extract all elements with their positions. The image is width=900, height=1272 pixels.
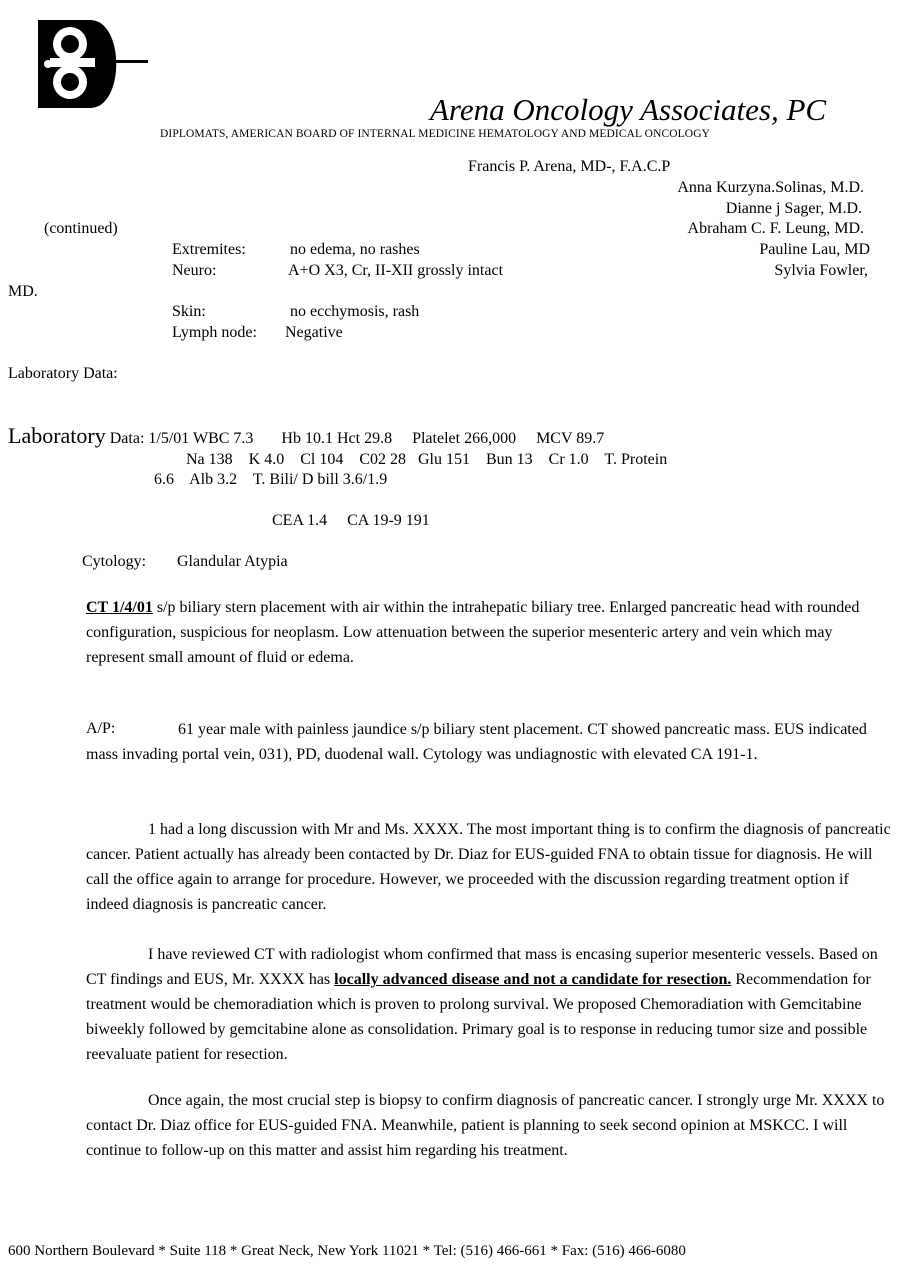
ap-text: 61 year male with painless jaundice s/p biliary stent placement. CT showed pancreatic mass. EUS indicated mass invading portal vein, 031), PD, duodenal wall. Cytology was undiagnostic with elevated CA 191-1. — [86, 721, 867, 763]
ap-label: A/P: — [86, 720, 116, 737]
physician-name: Pauline Lau, MD — [759, 241, 870, 258]
lab-lead-word: Laboratory — [8, 423, 106, 448]
p2-text-a: I have reviewed CT with radiologist whom confirmed that mass is encasing superior mesenteric vessels. Based on CT findings and EUS, Mr. XXXX has — [86, 946, 878, 988]
ct-label: CT 1/4/01 — [86, 599, 153, 616]
continued-label: (continued) — [44, 220, 118, 237]
exam-label: Lymph node: — [172, 324, 257, 341]
lab-line-4: CEA 1.4 CA 19-9 191 — [272, 512, 430, 529]
lab-values: Data: 1/5/01 WBC 7.3 Hb 10.1 Hct 29.8 Platelet 266,000 MCV 89.7 — [109, 430, 605, 447]
exam-label: Skin: — [172, 303, 206, 320]
discussion-paragraph-1: 1 had a long discussion with Mr and Ms. XXXX. The most important thing is to confirm the diagnosis of pancreatic cancer. Patient actually has already been contacted by Dr. Diaz for EUS-guided FNA to obtain tissue for diagnosis. He will call the office again to arrange for procedure. However, we proceeded with the discussion regarding treatment option if indeed diagnosis is pancreatic cancer. — [86, 821, 891, 913]
p2-text-b: Recommendation for treatment would be chemoradiation which is proven to prolong survival. We proposed Chemoradiation with Gemcitabine biweekly followed by gemcitabine alone as consolidation. Primary goal is to response in reducing tumor size and possible reevaluate patient for resection. — [86, 971, 871, 1063]
discussion-paragraph-2 — [86, 942, 894, 1067]
lab-line-2: Na 138 K 4.0 Cl 104 C02 28 Glu 151 Bun 13 Cr 1.0 T. Protein — [186, 451, 668, 468]
p2-emphasis: locally advanced disease and not a candidate for resection. — [334, 971, 732, 988]
exam-value: Negative — [285, 324, 343, 341]
physician-name: Sylvia Fowler, — [774, 262, 868, 279]
physician-name: Anna Kurzyna.Solinas, M.D. — [677, 179, 864, 196]
lab-line-1 — [8, 423, 604, 449]
ct-paragraph — [86, 595, 894, 670]
exam-value: no ecchymosis, rash — [290, 303, 420, 320]
lab-heading: Laboratory Data: — [8, 365, 118, 382]
lab-line-3: 6.6 Alb 3.2 T. Bili/ D bill 3.6/1.9 — [154, 471, 388, 488]
discussion-paragraph-3: Once again, the most crucial step is biopsy to confirm diagnosis of pancreatic cancer. I strongly urge Mr. XXXX to contact Dr. Diaz office for EUS-guided FNA. Meanwhile, patient is planning to seek second opinion at MSKCC. I will continue to follow-up on this matter and assist him regarding his treatment. — [86, 1092, 885, 1159]
practice-name: Arena Oncology Associates, PC — [430, 92, 827, 127]
ct-text: s/p biliary stern placement with air within the intrahepatic biliary tree. Enlarged pancreatic head with rounded configuration, suspicious for neoplasm. Low attenuation between the superior mesenteric artery and vein which may represent small amount of fluid or edema. — [86, 599, 860, 666]
exam-label: Extremites: — [172, 241, 246, 258]
footer-address: 600 Northern Boulevard * Suite 118 * Great Neck, New York 11021 * Tel: (516) 466-661 * Fax: (516) 466-6080 — [8, 1243, 686, 1259]
practice-logo — [30, 14, 150, 114]
cytology-value: Glandular Atypia — [177, 553, 288, 570]
letterhead-subtitle: DIPLOMATS, AMERICAN BOARD OF INTERNAL MEDICINE HEMATOLOGY AND MEDICAL ONCOLOGY — [160, 128, 711, 140]
physician-name: Dianne j Sager, M.D. — [725, 200, 862, 217]
physician-name: MD. — [8, 283, 38, 300]
cytology-label: Cytology: — [82, 553, 147, 570]
exam-label: Neuro: — [172, 262, 217, 279]
exam-value: no edema, no rashes — [290, 241, 420, 258]
physician-name: Abraham C. F. Leung, MD. — [687, 220, 864, 237]
physician-name: Francis P. Arena, MD-, F.A.C.P — [468, 158, 671, 175]
exam-value: A+O X3, Cr, II-XII grossly intact — [288, 262, 504, 279]
